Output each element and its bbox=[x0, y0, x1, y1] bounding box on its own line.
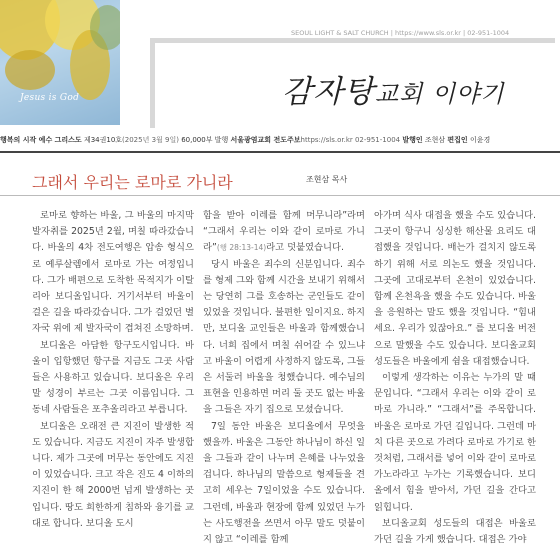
publisher-label: 발행인 bbox=[402, 136, 423, 144]
scripture-reference: (행 28:13-14) bbox=[216, 243, 267, 253]
issue-line bbox=[0, 135, 560, 145]
photo-caption: Jesus is God bbox=[20, 93, 80, 103]
article-column-1 bbox=[32, 208, 194, 532]
issue-url[interactable]: https://sls.or.kr 02-951-1004 bbox=[300, 136, 401, 144]
paragraph-text: 함을 받아 이레를 함께 머무니라”라며 “그래서 우리는 이와 같이 로마로 가니라” bbox=[203, 210, 365, 254]
editor-label: 편집인 bbox=[447, 136, 468, 144]
paragraph: 7일 동안 바울은 보디올에서 무엇을 했을까. 바울은 그동안 하나님이 하신 일을 그들과 같이 나누며 은혜를 나누었을 겁니다. 하나님의 말씀으로 형제들을 견고히 세우는 7일이었을 수도 있습니다. 그런데, 바울과 현장에 함께 있었던 누가는 사도행전을 쓰면서 아무 말도 덧붙이지 않고 “이레를 함께 bbox=[203, 420, 365, 546]
paragraph: 아가며 식사 대접을 했을 수도 있습니다. 그곳이 항구니 싱싱한 해산물 요리도 대접했을 것입니다. 배는가 걸치지 않도록 하기 위해 서로 의논도 했을 것입니다. 그곳에 고대로부터 온천이 있었습니다. 함께 온천욕을 했을 수도 있습니다. 바울을 응원하는 말도 했을 것입니다. “힘내세요. 우리가 있잖아요.” 를 보디올 버전으로 말했을 수도 있습니다. 보디올교회 성도들은 바울에게 쉼을 대접했습니다. bbox=[374, 210, 536, 367]
flower-cluster bbox=[5, 50, 55, 90]
article-title: 그래서 우리는 로마로 가니라 bbox=[32, 173, 233, 192]
paragraph-text: 라고 덧붙였습니다. bbox=[266, 242, 344, 254]
masthead-small: 교회 이야기 bbox=[374, 80, 505, 108]
paragraph: 보디올교회 성도들의 대접은 바울로 가던 길을 가게 했습니다. 대접은 가야 bbox=[374, 517, 536, 546]
article-author: 조현삼 목사 bbox=[306, 175, 348, 184]
issue-date: (2025년 3월 9일) bbox=[122, 136, 179, 144]
cover-photo bbox=[0, 0, 120, 125]
issue-copies: 60,000부 발행 bbox=[181, 136, 229, 144]
church-info: SEOUL LIGHT & SALT CHURCH | https://www.sls.or.kr | 02-951-1004 bbox=[288, 29, 512, 37]
publisher-name: 조현삼 bbox=[424, 136, 446, 144]
leaves bbox=[90, 5, 120, 50]
paragraph: 로마로 향하는 바울, 그 바울의 마지막 발자취를 2025년 2월, 며칠 따라갔습니다. 바울의 4차 전도여행은 압송 형식으로 예루살렘에서 로마로 가는 여정입니다. 그가 배편으로 도착한 목적지가 이탈리아 보디올입니다. 거기서부터 바울이 걸은 길을 따라갔습니다. 그가 걸었던 별자국 위에 제 발자국이 겹쳐진 소망하며. bbox=[32, 210, 194, 335]
paragraph: 보디올은 오래전 큰 지진이 발생한 적도 있습니다. 지금도 지진이 자주 발생합니다. 제가 그곳에 머무는 동안에도 지진이 있었습니다. 크고 작은 진도 4 이하의 지진이 한 해 2000번 넘게 발생하는 곳입니다. 땅도 희한하게 침하와 융기를 교대로 합니다. 보디올 도시 bbox=[32, 420, 194, 529]
issue-number: 제34권10호 bbox=[83, 136, 123, 144]
header-rule bbox=[0, 151, 560, 153]
editor-name: 이윤경 bbox=[469, 136, 491, 144]
issue-publisher-org: 서울광염교회 전도주보 bbox=[230, 136, 301, 144]
paragraph bbox=[203, 208, 365, 257]
title-rule bbox=[0, 195, 560, 196]
masthead-title bbox=[282, 66, 504, 111]
issue-slogan: 행복의 시작 예수 그리스도 bbox=[0, 136, 82, 144]
article-column-2 bbox=[203, 208, 365, 548]
paragraph: 당시 바울은 죄수의 신분입니다. 죄수를 형제 그와 함께 시간을 보내기 위해서는 당연히 그를 호송하는 군인들도 같이 있었을 것입니다. 불편한 일이지요. 하지만, 보디올 교인들은 바울과 함께했습니다. 너희 집에서 며칠 쉬어갈 수 있느냐고 바울이 어렵게 사정하지 않도록, 그들은 서둘러 바울을 청했습니다. 예수님의 표현을 인용하면 머리 둘 곳도 없는 바울을 그들은 자기 집으로 모셨습니다. bbox=[203, 258, 365, 416]
paragraph: 이렇게 생각하는 이유는 누가의 말 때문입니다. “그래서 우리는 이와 같이 로마로 가니라.” “그래서”를 주목합니다. 바울은 로마로 가던 길입니다. 그런데 마치 다른 곳으로 가려다 로마로 가기로 한 것처럼, 그래서를 넣어 이와 같이 로마로 가노라라고 누가는 기록했습니다. 보디올에서 힘을 받아서, 가던 길을 간다고 읽힙니다. bbox=[374, 372, 536, 513]
paragraph: 보디올은 아담한 항구도시입니다. 바울이 입항했던 항구를 지금도 그곳 사람들은 사용하고 있습니다. 보디올은 우리말 성경이 부르는 그곳 이름입니다. 그 동네 사람들은 포추올리라고 부릅니다. bbox=[32, 339, 194, 416]
article-column-3 bbox=[374, 208, 536, 548]
masthead-main: 감자탕 bbox=[282, 74, 375, 110]
